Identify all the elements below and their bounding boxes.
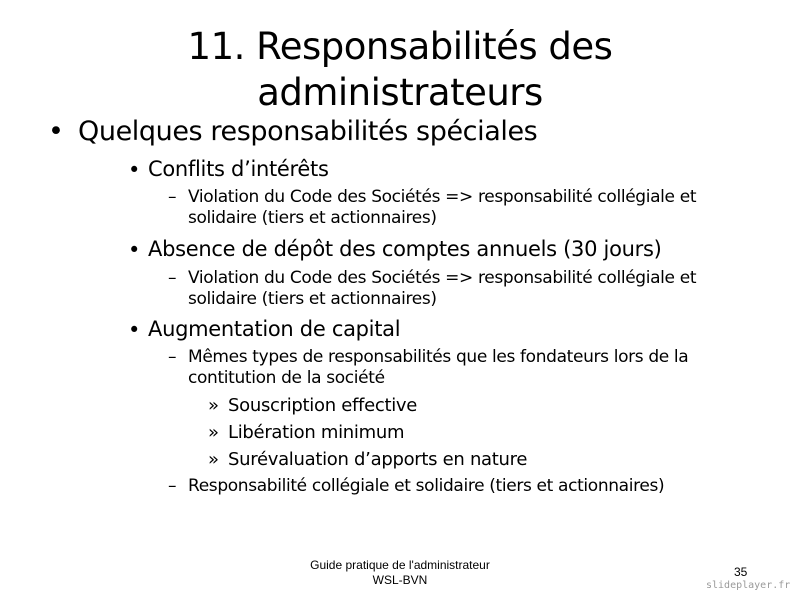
bullet-dot-icon: • [48,116,64,147]
watermark: slideplayer.fr [706,580,791,591]
bullet-dot-icon: • [128,238,141,262]
title-line-1: 11. Responsabilités des [187,25,613,68]
dash-icon: – [168,347,177,367]
point-item: Surévaluation d’apports en nature [228,449,528,470]
point-item: Souscription effective [228,395,418,416]
list-item-conflicts: Conflits d’intérêts [148,157,329,181]
point-item: Libération minimum [228,422,405,443]
dash-icon: – [168,187,177,207]
sub-item-text: Violation du Code des Sociétés => responsabilité collégiale et [188,268,697,288]
footer-organization: WSL-BVN [372,573,428,587]
list-item-annual-accounts: Absence de dépôt des comptes annuels (30 jours) [148,237,662,261]
bullet-dot-icon: • [128,158,141,182]
slide-title [150,24,650,116]
page-number: 35 [734,565,748,579]
sub-item-text: Mêmes types de responsabilités que les fondateurs lors de la [188,347,689,367]
sub-item-text: solidaire (tiers et actionnaires) [188,289,437,309]
chevron-right-icon: » [208,422,219,443]
sub-item-text: Responsabilité collégiale et solidaire (tiers et actionnaires) [188,476,665,496]
sub-item-text: Violation du Code des Sociétés => responsabilité collégiale et [188,187,697,207]
chevron-right-icon: » [208,395,219,416]
sub-item-text: solidaire (tiers et actionnaires) [188,208,437,228]
title-line-2: administrateurs [257,71,543,114]
list-item-capital-increase: Augmentation de capital [148,317,401,341]
footer-guide-title: Guide pratique de l'administrateur [310,558,490,572]
slide-footer [280,558,520,588]
heading-special-responsibilities: Quelques responsabilités spéciales [78,116,538,147]
bullet-dot-icon: • [128,318,141,342]
sub-item-text: contitution de la société [188,368,385,388]
chevron-right-icon: » [208,449,219,470]
dash-icon: – [168,476,177,496]
dash-icon: – [168,268,177,288]
